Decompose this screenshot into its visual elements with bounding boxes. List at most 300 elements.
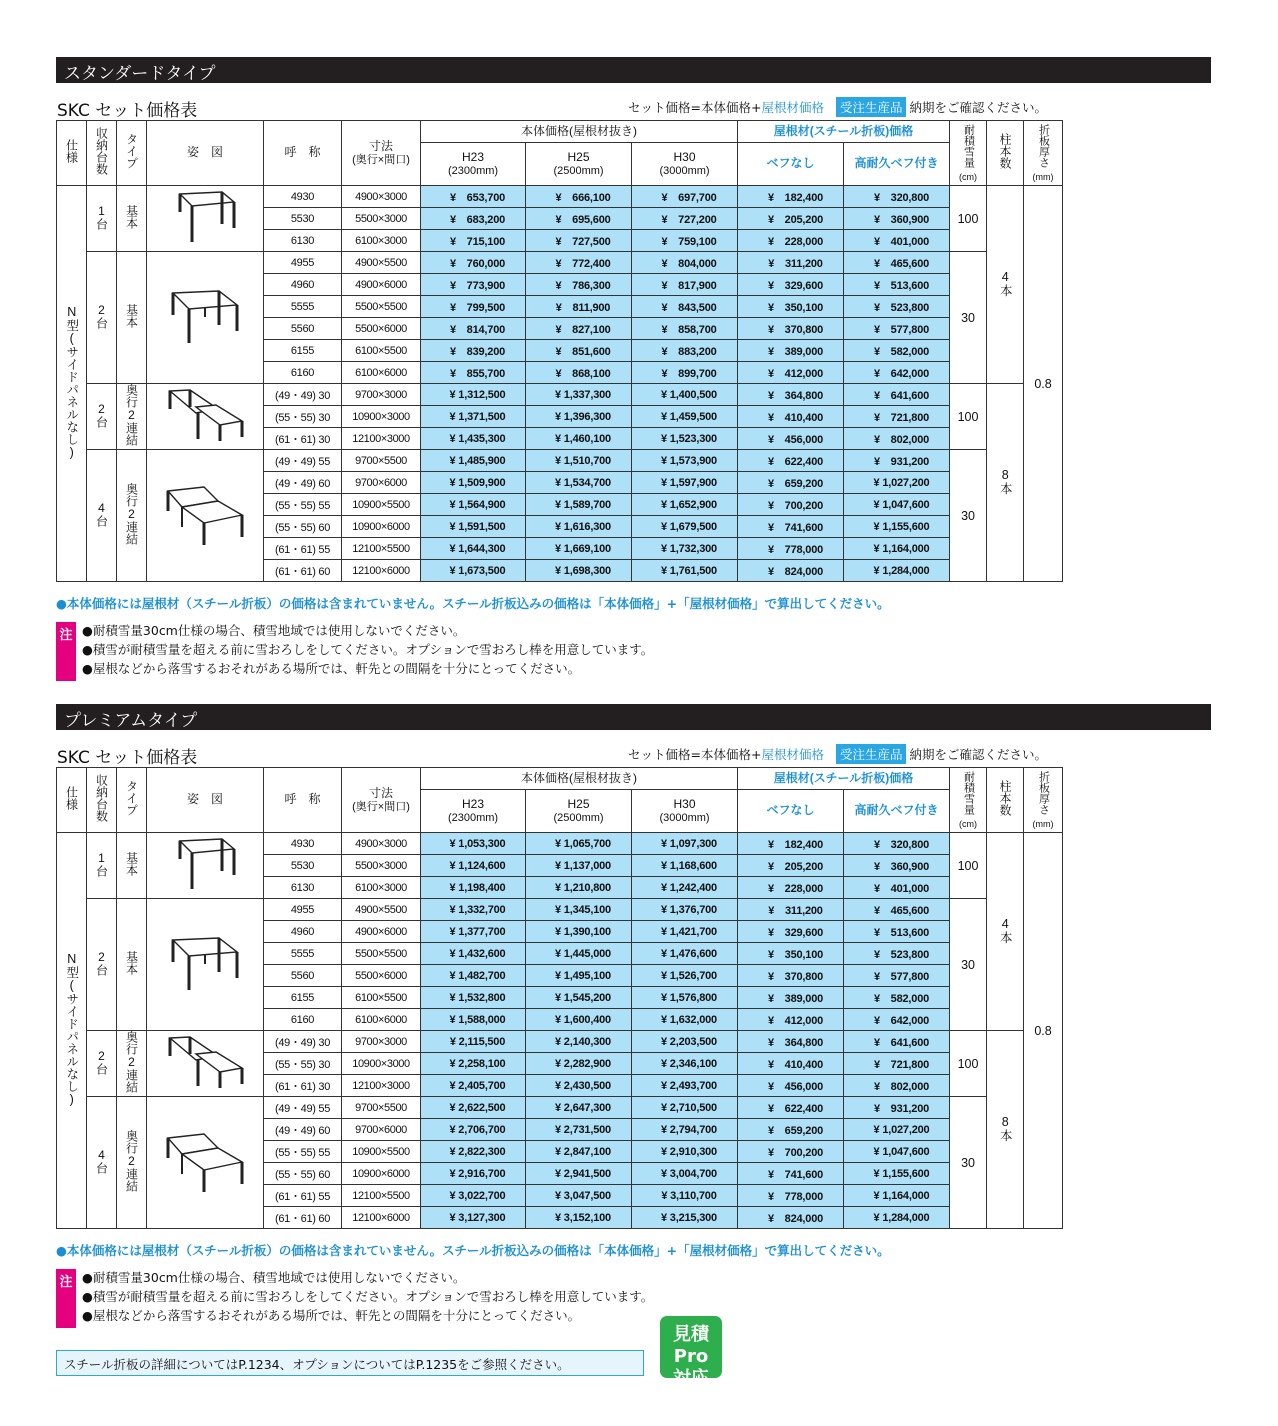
- price-cell: ¥ 641,600: [844, 1031, 950, 1053]
- unit-count: 1台: [87, 186, 117, 252]
- model-size: 6100×5500: [342, 340, 421, 362]
- price-cell: ¥ 727,500: [526, 230, 632, 252]
- model-size: 10900×3000: [342, 406, 421, 428]
- reference-note: スチール折板の詳細についてはP.1234、オプションについてはP.1235をご参照ください。: [56, 1350, 644, 1376]
- panel-thickness: 0.8: [1024, 833, 1063, 1229]
- model-size: 9700×5500: [342, 450, 421, 472]
- model-code: 6160: [264, 1009, 342, 1031]
- price-cell: ¥ 1,164,000: [844, 538, 950, 560]
- price-cell: ¥ 2,822,300: [421, 1141, 526, 1163]
- price-cell: ¥ 182,400: [738, 186, 844, 208]
- header-h25: H25 (2500mm): [526, 143, 632, 186]
- price-cell: ¥ 824,000: [738, 560, 844, 582]
- price-cell: ¥ 1,632,000: [632, 1009, 738, 1031]
- price-cell: ¥ 1,155,600: [844, 1163, 950, 1185]
- header-h25: H25 (2500mm): [526, 790, 632, 833]
- price-cell: ¥ 697,700: [632, 186, 738, 208]
- price-cell: ¥ 1,532,800: [421, 987, 526, 1009]
- price-note: ●本体価格には屋根材（スチール折板）の価格は含まれていません。スチール折板込みの価格は「本体価格」+「屋根材価格」で算出してください。: [56, 596, 890, 611]
- type-label: 基本: [117, 186, 147, 252]
- price-cell: ¥ 1,400,500: [632, 384, 738, 406]
- price-cell: ¥ 715,100: [421, 230, 526, 252]
- price-cell: ¥ 1,332,700: [421, 899, 526, 921]
- post-count: 4本: [987, 186, 1024, 384]
- model-code: (49・49) 30: [264, 384, 342, 406]
- price-table-premium: [56, 767, 1063, 1229]
- price-cell: ¥ 1,485,900: [421, 450, 526, 472]
- price-cell: ¥ 1,679,500: [632, 516, 738, 538]
- model-size: 9700×5500: [342, 1097, 421, 1119]
- table-row: [57, 899, 1063, 921]
- carport-double-icon: [165, 285, 245, 347]
- caution-mark: 注: [56, 1269, 76, 1328]
- carport-tandem-wide-icon: [164, 1128, 246, 1194]
- price-cell: ¥ 364,800: [738, 1031, 844, 1053]
- price-cell: ¥ 659,200: [738, 1119, 844, 1141]
- table-row: [57, 1031, 1063, 1053]
- panel-thickness: 0.8: [1024, 186, 1063, 582]
- price-cell: ¥ 721,800: [844, 406, 950, 428]
- model-code: (55・55) 30: [264, 1053, 342, 1075]
- price-cell: ¥ 1,732,300: [632, 538, 738, 560]
- price-cell: ¥ 182,400: [738, 833, 844, 855]
- figure-cell: [147, 384, 264, 450]
- price-cell: ¥ 2,647,300: [526, 1097, 632, 1119]
- price-cell: ¥ 700,200: [738, 494, 844, 516]
- figure-cell: [147, 186, 264, 252]
- table-subtitle: SKC セット価格表: [57, 748, 198, 768]
- header-h23: H23 (2300mm): [421, 143, 526, 186]
- price-cell: ¥ 350,100: [738, 943, 844, 965]
- price-cell: ¥ 772,400: [526, 252, 632, 274]
- type-label: 基本: [117, 899, 147, 1031]
- price-cell: ¥ 401,000: [844, 230, 950, 252]
- price-cell: ¥ 523,800: [844, 943, 950, 965]
- price-cell: ¥ 1,509,900: [421, 472, 526, 494]
- table-subtitle: SKC セット価格表: [57, 101, 198, 121]
- price-cell: ¥ 1,376,700: [632, 899, 738, 921]
- caution-notes: [82, 1268, 653, 1325]
- header-name: 呼 称: [264, 121, 342, 186]
- price-cell: ¥ 360,900: [844, 855, 950, 877]
- price-cell: ¥ 1,377,700: [421, 921, 526, 943]
- price-cell: ¥ 1,526,700: [632, 965, 738, 987]
- price-cell: ¥ 1,534,700: [526, 472, 632, 494]
- price-cell: ¥ 577,800: [844, 965, 950, 987]
- carport-single-icon: [170, 188, 240, 246]
- header-roof-no-bef: ベフなし: [738, 143, 844, 186]
- figure-cell: [147, 833, 264, 899]
- type-label: 奥行2連結: [117, 1031, 147, 1097]
- carport-double-icon: [165, 932, 245, 994]
- section-title: プレミアムタイプ: [64, 711, 198, 731]
- price-cell: ¥ 799,500: [421, 296, 526, 318]
- price-cell: ¥ 2,203,500: [632, 1031, 738, 1053]
- price-cell: ¥ 1,065,700: [526, 833, 632, 855]
- price-table-standard: [56, 120, 1063, 582]
- header-type: タイプ: [117, 121, 147, 186]
- header-count: 収納台数: [87, 121, 117, 186]
- price-cell: ¥ 465,600: [844, 899, 950, 921]
- price-cell: ¥ 2,622,500: [421, 1097, 526, 1119]
- model-code: 5530: [264, 208, 342, 230]
- price-cell: ¥ 1,652,900: [632, 494, 738, 516]
- header-posts: 柱本数: [987, 121, 1024, 186]
- price-cell: ¥ 741,600: [738, 516, 844, 538]
- model-code: (61・61) 30: [264, 1075, 342, 1097]
- model-code: 4960: [264, 274, 342, 296]
- header-thickness: 折板厚さ (mm): [1024, 768, 1063, 833]
- snow-load: 30: [950, 899, 987, 1031]
- snow-load: 30: [950, 450, 987, 582]
- price-cell: ¥ 1,027,200: [844, 472, 950, 494]
- table-row: [57, 186, 1063, 208]
- price-cell: ¥ 205,200: [738, 208, 844, 230]
- spec-label: N型(サイドパネルなし): [57, 833, 87, 1229]
- price-cell: ¥ 622,400: [738, 450, 844, 472]
- header-snow: 耐積雪量 (cm): [950, 768, 987, 833]
- price-cell: ¥ 622,400: [738, 1097, 844, 1119]
- price-cell: ¥ 1,761,500: [632, 560, 738, 582]
- model-size: 4900×5500: [342, 899, 421, 921]
- price-cell: ¥ 931,200: [844, 1097, 950, 1119]
- price-formula: [628, 97, 1047, 117]
- post-count: 8本: [987, 1031, 1024, 1229]
- figure-cell: [147, 252, 264, 384]
- model-code: (49・49) 60: [264, 472, 342, 494]
- model-size: 12100×3000: [342, 428, 421, 450]
- price-cell: ¥ 456,000: [738, 1075, 844, 1097]
- price-cell: ¥ 1,495,100: [526, 965, 632, 987]
- price-cell: ¥ 1,124,600: [421, 855, 526, 877]
- price-cell: ¥ 1,168,600: [632, 855, 738, 877]
- model-code: (55・55) 60: [264, 1163, 342, 1185]
- price-cell: ¥ 320,800: [844, 833, 950, 855]
- snow-load: 100: [950, 833, 987, 899]
- price-cell: ¥ 513,600: [844, 921, 950, 943]
- model-size: 12100×6000: [342, 560, 421, 582]
- price-cell: ¥ 1,097,300: [632, 833, 738, 855]
- snow-load: 100: [950, 1031, 987, 1097]
- price-cell: ¥ 1,644,300: [421, 538, 526, 560]
- price-cell: ¥ 824,000: [738, 1207, 844, 1229]
- model-code: (55・55) 60: [264, 516, 342, 538]
- price-cell: ¥ 412,000: [738, 1009, 844, 1031]
- price-cell: ¥ 1,460,100: [526, 428, 632, 450]
- header-posts: 柱本数: [987, 768, 1024, 833]
- price-cell: ¥ 1,482,700: [421, 965, 526, 987]
- model-size: 9700×3000: [342, 384, 421, 406]
- price-cell: ¥ 1,421,700: [632, 921, 738, 943]
- model-size: 6100×6000: [342, 1009, 421, 1031]
- header-roof-bef: 高耐久ベフ付き: [844, 790, 950, 833]
- model-code: (55・55) 30: [264, 406, 342, 428]
- price-cell: ¥ 329,600: [738, 274, 844, 296]
- unit-count: 2台: [87, 384, 117, 450]
- price-cell: ¥ 804,000: [632, 252, 738, 274]
- price-cell: ¥ 577,800: [844, 318, 950, 340]
- price-cell: ¥ 1,459,500: [632, 406, 738, 428]
- model-code: 4960: [264, 921, 342, 943]
- model-code: (61・61) 55: [264, 1185, 342, 1207]
- model-code: (61・61) 55: [264, 538, 342, 560]
- figure-cell: [147, 1097, 264, 1229]
- model-size: 6100×5500: [342, 987, 421, 1009]
- price-cell: ¥ 1,371,500: [421, 406, 526, 428]
- mitsumori-pro-badge: [660, 1316, 722, 1389]
- unit-count: 1台: [87, 833, 117, 899]
- model-code: 4930: [264, 186, 342, 208]
- price-cell: ¥ 389,000: [738, 340, 844, 362]
- price-cell: ¥ 727,200: [632, 208, 738, 230]
- price-cell: ¥ 802,000: [844, 428, 950, 450]
- model-size: 5500×3000: [342, 208, 421, 230]
- caution-note: ●積雪が耐積雪量を超える前に雪おろしをしてください。オプションで雪おろし棒を用意しています。: [82, 1289, 654, 1304]
- header-h23: H23 (2300mm): [421, 790, 526, 833]
- pro-badge-line: 見積Pro: [673, 1324, 709, 1367]
- header-h30: H30 (3000mm): [632, 143, 738, 186]
- header-figure: 姿 図: [147, 768, 264, 833]
- model-code: (49・49) 55: [264, 450, 342, 472]
- caution-note: ●屋根などから落雪するおそれがある場所では、軒先との間隔を十分にとってください。: [82, 1308, 581, 1323]
- price-cell: ¥ 1,600,400: [526, 1009, 632, 1031]
- model-size: 12100×3000: [342, 1075, 421, 1097]
- unit-count: 4台: [87, 1097, 117, 1229]
- price-cell: ¥ 683,200: [421, 208, 526, 230]
- header-roof-price: 屋根材(スチール折板)価格: [738, 121, 950, 143]
- price-formula: [628, 744, 1047, 764]
- price-cell: ¥ 1,588,000: [421, 1009, 526, 1031]
- price-cell: ¥ 653,700: [421, 186, 526, 208]
- price-cell: ¥ 1,284,000: [844, 560, 950, 582]
- price-cell: ¥ 1,510,700: [526, 450, 632, 472]
- price-cell: ¥ 2,910,300: [632, 1141, 738, 1163]
- price-cell: ¥ 311,200: [738, 252, 844, 274]
- price-cell: ¥ 2,346,100: [632, 1053, 738, 1075]
- price-cell: ¥ 1,312,500: [421, 384, 526, 406]
- formula-text: セット価格=本体価格+: [628, 747, 762, 762]
- carport-tandem-icon: [164, 1034, 246, 1090]
- price-cell: ¥ 3,127,300: [421, 1207, 526, 1229]
- type-label: 基本: [117, 833, 147, 899]
- snow-load: 100: [950, 186, 987, 252]
- unit-count: 2台: [87, 1031, 117, 1097]
- price-cell: ¥ 228,000: [738, 877, 844, 899]
- price-cell: ¥ 1,390,100: [526, 921, 632, 943]
- price-cell: ¥ 641,600: [844, 384, 950, 406]
- header-roof-no-bef: ベフなし: [738, 790, 844, 833]
- model-code: 4930: [264, 833, 342, 855]
- model-code: 5530: [264, 855, 342, 877]
- model-size: 5500×5500: [342, 943, 421, 965]
- caution-note: ●耐積雪量30cm仕様の場合、積雪地域では使用しないでください。: [82, 623, 466, 638]
- price-cell: ¥ 1,053,300: [421, 833, 526, 855]
- model-code: 6155: [264, 987, 342, 1009]
- price-cell: ¥ 695,600: [526, 208, 632, 230]
- price-cell: ¥ 1,210,800: [526, 877, 632, 899]
- price-cell: ¥ 1,435,300: [421, 428, 526, 450]
- price-cell: ¥ 778,000: [738, 538, 844, 560]
- price-cell: ¥ 456,000: [738, 428, 844, 450]
- model-size: 10900×6000: [342, 516, 421, 538]
- model-size: 12100×5500: [342, 538, 421, 560]
- header-spec: 仕様: [57, 121, 87, 186]
- caution-note: ●耐積雪量30cm仕様の場合、積雪地域では使用しないでください。: [82, 1270, 466, 1285]
- post-count: 8本: [987, 384, 1024, 582]
- model-code: 5555: [264, 296, 342, 318]
- model-code: (49・49) 55: [264, 1097, 342, 1119]
- caution-note: ●積雪が耐積雪量を超える前に雪おろしをしてください。オプションで雪おろし棒を用意しています。: [82, 642, 654, 657]
- price-cell: ¥ 868,100: [526, 362, 632, 384]
- price-cell: ¥ 760,000: [421, 252, 526, 274]
- price-cell: ¥ 2,706,700: [421, 1119, 526, 1141]
- header-roof-price: 屋根材(スチール折板)価格: [738, 768, 950, 790]
- caution-note: ●屋根などから落雪するおそれがある場所では、軒先との間隔を十分にとってください。: [82, 661, 581, 676]
- model-code: 6160: [264, 362, 342, 384]
- model-size: 10900×5500: [342, 1141, 421, 1163]
- price-cell: ¥ 320,800: [844, 186, 950, 208]
- price-cell: ¥ 814,700: [421, 318, 526, 340]
- price-cell: ¥ 1,523,300: [632, 428, 738, 450]
- model-size: 6100×3000: [342, 230, 421, 252]
- price-cell: ¥ 2,140,300: [526, 1031, 632, 1053]
- pro-badge-line: 対応: [673, 1368, 709, 1389]
- made-to-order-badge: 受注生産品: [836, 744, 907, 764]
- price-cell: ¥ 1,337,300: [526, 384, 632, 406]
- price-note: ●本体価格には屋根材（スチール折板）の価格は含まれていません。スチール折板込みの価格は「本体価格」+「屋根材価格」で算出してください。: [56, 1243, 890, 1258]
- price-cell: ¥ 721,800: [844, 1053, 950, 1075]
- price-cell: ¥ 778,000: [738, 1185, 844, 1207]
- price-cell: ¥ 370,800: [738, 965, 844, 987]
- price-cell: ¥ 2,282,900: [526, 1053, 632, 1075]
- price-cell: ¥ 410,400: [738, 1053, 844, 1075]
- price-cell: ¥ 1,476,600: [632, 943, 738, 965]
- price-cell: ¥ 1,616,300: [526, 516, 632, 538]
- formula-tail: 納期をご確認ください。: [909, 100, 1047, 115]
- model-size: 10900×6000: [342, 1163, 421, 1185]
- unit-count: 2台: [87, 899, 117, 1031]
- post-count: 4本: [987, 833, 1024, 1031]
- header-thickness: 折板厚さ (mm): [1024, 121, 1063, 186]
- model-size: 9700×6000: [342, 1119, 421, 1141]
- formula-text: セット価格=本体価格+: [628, 100, 762, 115]
- header-roof-bef: 高耐久ベフ付き: [844, 143, 950, 186]
- price-cell: ¥ 817,900: [632, 274, 738, 296]
- section-header-standard: [56, 57, 1211, 83]
- model-code: 4955: [264, 252, 342, 274]
- price-cell: ¥ 401,000: [844, 877, 950, 899]
- header-h30: H30 (3000mm): [632, 790, 738, 833]
- model-size: 10900×5500: [342, 494, 421, 516]
- model-code: 5560: [264, 965, 342, 987]
- model-size: 9700×3000: [342, 1031, 421, 1053]
- model-code: (49・49) 60: [264, 1119, 342, 1141]
- carport-tandem-icon: [164, 387, 246, 443]
- price-cell: ¥ 2,941,500: [526, 1163, 632, 1185]
- price-cell: ¥ 786,300: [526, 274, 632, 296]
- price-cell: ¥ 2,405,700: [421, 1075, 526, 1097]
- model-code: 6155: [264, 340, 342, 362]
- price-cell: ¥ 700,200: [738, 1141, 844, 1163]
- price-cell: ¥ 2,430,500: [526, 1075, 632, 1097]
- price-cell: ¥ 827,100: [526, 318, 632, 340]
- price-cell: ¥ 1,198,400: [421, 877, 526, 899]
- model-size: 4900×6000: [342, 274, 421, 296]
- price-cell: ¥ 1,345,100: [526, 899, 632, 921]
- price-cell: ¥ 311,200: [738, 899, 844, 921]
- price-cell: ¥ 360,900: [844, 208, 950, 230]
- table-row: [57, 252, 1063, 274]
- header-count: 収納台数: [87, 768, 117, 833]
- price-cell: ¥ 389,000: [738, 987, 844, 1009]
- price-cell: ¥ 410,400: [738, 406, 844, 428]
- price-cell: ¥ 3,004,700: [632, 1163, 738, 1185]
- price-cell: ¥ 642,000: [844, 1009, 950, 1031]
- header-body-price: 本体価格(屋根材抜き): [421, 768, 738, 790]
- model-size: 4900×6000: [342, 921, 421, 943]
- model-code: (55・55) 55: [264, 1141, 342, 1163]
- price-cell: ¥ 1,047,600: [844, 494, 950, 516]
- model-size: 12100×5500: [342, 1185, 421, 1207]
- model-size: 4900×3000: [342, 833, 421, 855]
- snow-load: 100: [950, 384, 987, 450]
- price-cell: ¥ 412,000: [738, 362, 844, 384]
- header-snow: 耐積雪量 (cm): [950, 121, 987, 186]
- price-cell: ¥ 1,591,500: [421, 516, 526, 538]
- price-cell: ¥ 839,200: [421, 340, 526, 362]
- snow-load: 30: [950, 1097, 987, 1229]
- carport-tandem-wide-icon: [164, 481, 246, 547]
- figure-cell: [147, 1031, 264, 1097]
- table-row: [57, 384, 1063, 406]
- section-title: スタンダードタイプ: [64, 64, 216, 84]
- price-cell: ¥ 3,215,300: [632, 1207, 738, 1229]
- price-cell: ¥ 1,396,300: [526, 406, 632, 428]
- price-cell: ¥ 3,110,700: [632, 1185, 738, 1207]
- caution-mark: 注: [56, 622, 76, 681]
- price-cell: ¥ 1,698,300: [526, 560, 632, 582]
- price-cell: ¥ 3,022,700: [421, 1185, 526, 1207]
- formula-roof: 屋根材価格: [761, 100, 824, 115]
- price-cell: ¥ 3,047,500: [526, 1185, 632, 1207]
- model-size: 5500×5500: [342, 296, 421, 318]
- price-cell: ¥ 802,000: [844, 1075, 950, 1097]
- price-cell: ¥ 659,200: [738, 472, 844, 494]
- model-size: 9700×6000: [342, 472, 421, 494]
- type-label: 基本: [117, 252, 147, 384]
- price-cell: ¥ 811,900: [526, 296, 632, 318]
- price-cell: ¥ 205,200: [738, 855, 844, 877]
- price-cell: ¥ 2,731,500: [526, 1119, 632, 1141]
- price-cell: ¥ 741,600: [738, 1163, 844, 1185]
- price-cell: ¥ 2,794,700: [632, 1119, 738, 1141]
- model-size: 6100×3000: [342, 877, 421, 899]
- type-label: 奥行2連結: [117, 384, 147, 450]
- price-cell: ¥ 1,669,100: [526, 538, 632, 560]
- price-cell: ¥ 2,847,100: [526, 1141, 632, 1163]
- section-header-premium: [56, 704, 1211, 730]
- made-to-order-badge: 受注生産品: [836, 97, 907, 117]
- price-cell: ¥ 1,137,000: [526, 855, 632, 877]
- price-cell: ¥ 2,710,500: [632, 1097, 738, 1119]
- model-code: 5560: [264, 318, 342, 340]
- price-cell: ¥ 931,200: [844, 450, 950, 472]
- price-cell: ¥ 465,600: [844, 252, 950, 274]
- header-spec: 仕様: [57, 768, 87, 833]
- model-code: 6130: [264, 877, 342, 899]
- price-cell: ¥ 1,573,900: [632, 450, 738, 472]
- price-cell: ¥ 1,242,400: [632, 877, 738, 899]
